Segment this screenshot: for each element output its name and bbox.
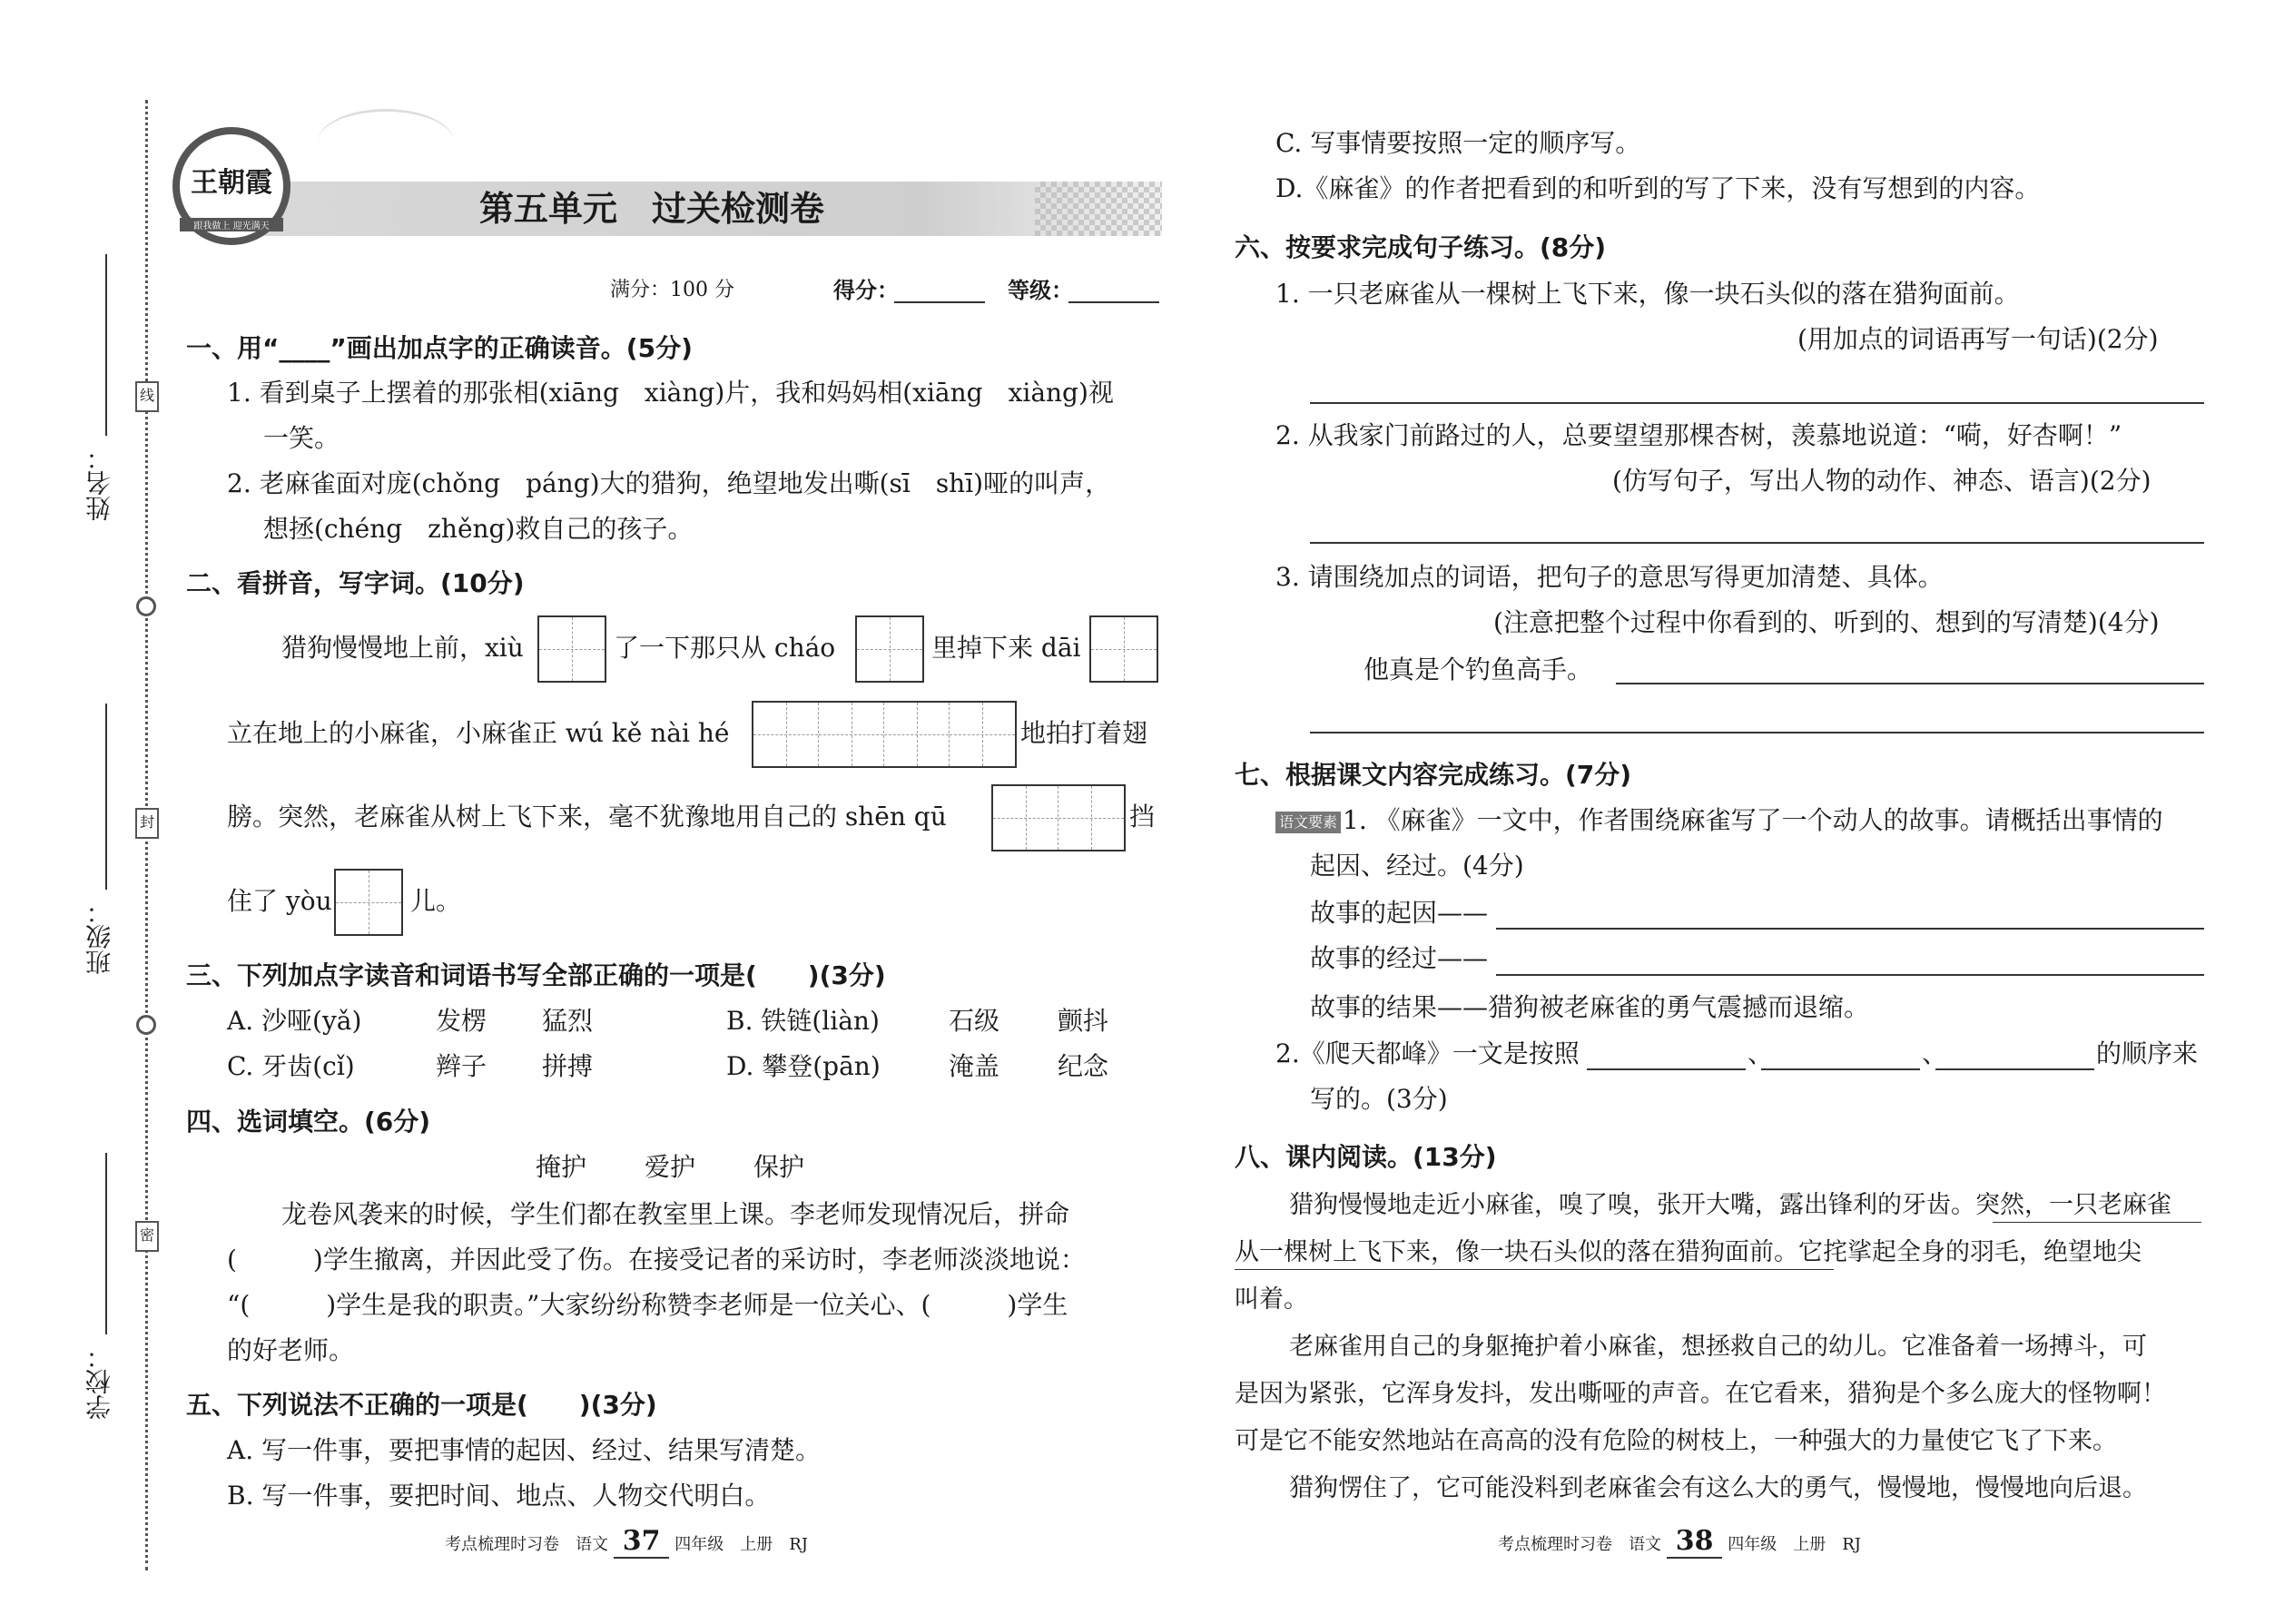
s7-q2-blank-1[interactable] [1587, 1068, 1746, 1070]
s3-option-c[interactable]: C. 牙齿(cǐ) [227, 1051, 355, 1081]
s6-q1-answer-line[interactable] [1310, 402, 2204, 404]
s8-underline-1 [1993, 1222, 2201, 1223]
logo-slogan: 跟我做上 迎光满天 [180, 218, 283, 231]
s6-q1-requirement: (用加点的词语再写一句话)(2分) [1797, 324, 2159, 354]
s7-q2-b: 、 [1748, 1038, 1774, 1068]
footer-right-grade: 四年级 上册 RJ [1728, 1535, 1861, 1554]
section-4-title: 四、选词填空。(6分) [186, 1107, 431, 1137]
footer-left-page: 37 [614, 1525, 670, 1559]
s7-q2-d: 的顺序来 [2096, 1038, 2199, 1068]
s6-q3-answer-line-2[interactable] [1310, 732, 2204, 733]
s1-q1-line1: 1. 看到桌子上摆着的那张相(xiāng xiàng)片，我和妈妈相(xiāng xiàng)视 [227, 378, 1114, 408]
write-box-xiu[interactable] [537, 615, 606, 683]
s6-q3-requirement: (注意把整个过程中你看到的、听到的、想到的写清楚)(4分) [1493, 607, 2160, 637]
s7-q1-line2: 起因、经过。(4分) [1310, 851, 1524, 881]
s5-option-d[interactable]: D.《麻雀》的作者把看到的和听到的写了下来，没有写想到的内容。 [1275, 173, 2041, 203]
s6-q3-answer-line-1[interactable] [1616, 683, 2204, 684]
s8-para1-line1: 猎狗慢慢地走近小麻雀，嗅了嗅，张开大嘴，露出锋利的牙齿。突然，一只老麻雀 [1289, 1191, 2171, 1219]
write-box-you[interactable] [334, 869, 403, 936]
s2-line1-c: 里掉下来 dāi [931, 633, 1081, 663]
s7-q1-text: 1. 《麻雀》一文中，作者围绕麻雀写了一个动人的故事。请概括出事情的 [1343, 805, 2163, 835]
s5-option-b[interactable]: B. 写一件事，要把时间、地点、人物交代明白。 [227, 1481, 771, 1511]
s1-q1-line2: 一笑。 [263, 423, 340, 453]
s7-q2-blank-2[interactable] [1761, 1068, 1920, 1070]
s3-a-1: A. 沙哑(yǎ) [227, 1006, 362, 1036]
seal-line: 线 [135, 381, 159, 412]
section-6-title: 六、按要求完成句子练习。(8分) [1235, 232, 1607, 262]
class-label: 班级： [84, 899, 114, 975]
s5-option-c[interactable]: C. 写事情要按照一定的顺序写。 [1275, 128, 1641, 158]
s4-para-line4: 的好老师。 [227, 1335, 355, 1365]
s2-line1-b: 了一下那只从 cháo [614, 633, 836, 663]
s6-q3-sentence: 他真是个钓鱼高手。 [1364, 655, 1593, 684]
s8-para1-line2: 从一棵树上飞下来，像一块石头似的落在猎狗面前。它挓挲起全身的羽毛，绝望地尖 [1235, 1238, 2141, 1266]
s7-element-tag: 语文要素 [1275, 812, 1341, 833]
footer-left-series: 考点梳理时习卷 语文 [445, 1535, 608, 1554]
logo-badge [172, 127, 290, 245]
s7-q1-line1 [1275, 804, 2163, 837]
s8-para2-line1: 老麻雀用自己的身躯掩护着小麻雀，想拯救自己的幼儿。它准备着一场搏斗，可 [1289, 1333, 2147, 1361]
s7-q2-c: 、 [1922, 1038, 1948, 1068]
s2-line1-a: 猎狗慢慢地上前，xiù [281, 633, 524, 663]
s4-word-2: 爱护 [645, 1152, 696, 1182]
score-blank[interactable] [894, 301, 985, 303]
write-box-shenqu[interactable] [991, 784, 1126, 851]
section-2-title: 二、看拼音，写字词。(10分) [186, 568, 525, 598]
footer-left-grade: 四年级 上册 RJ [674, 1535, 808, 1554]
s5-option-a[interactable]: A. 写一件事，要把事情的起因、经过、结果写清楚。 [227, 1435, 822, 1465]
school-line[interactable] [105, 1153, 107, 1334]
binding-ring-1 [136, 596, 156, 616]
name-line[interactable] [105, 254, 107, 436]
s3-d-3: 纪念 [1058, 1051, 1109, 1081]
section-7-title: 七、根据课文内容完成练习。(7分) [1235, 760, 1632, 790]
ribbon-decoration [318, 109, 454, 175]
seal-seal: 封 [135, 808, 159, 839]
s7-q2-e: 写的。(3分) [1310, 1084, 1448, 1114]
score-label: 得分： [833, 277, 899, 303]
s3-c-3: 拼搏 [542, 1051, 594, 1081]
footer-right-page: 38 [1667, 1525, 1723, 1559]
s7-q2-blank-3[interactable] [1935, 1068, 2094, 1070]
s6-q2-answer-line[interactable] [1310, 542, 2204, 544]
s7-cause-label: 故事的起因—— [1310, 898, 1489, 928]
section-3-title: 三、下列加点字读音和词语书写全部正确的一项是( )(3分) [186, 960, 886, 990]
logo-brand: 王朝霞 [191, 167, 272, 199]
s7-result: 故事的结果——猎狗被老麻雀的勇气震撼而退缩。 [1310, 992, 1870, 1022]
full-score: 满分：100 分 [610, 279, 734, 301]
s4-word-3: 保护 [753, 1152, 805, 1182]
s8-underline-2 [1235, 1269, 1834, 1270]
grade-blank[interactable] [1068, 301, 1159, 303]
s3-option-b[interactable]: B. 铁链(liàn) [726, 1006, 880, 1036]
page-title: 第五单元 过关检测卷 [479, 189, 825, 229]
s2-line2-a: 立在地上的小麻雀，小麻雀正 wú kě nài hé [227, 718, 730, 748]
s7-q2-a: 2.《爬天都峰》一文是按照 [1275, 1038, 1580, 1068]
section-8-title: 八、课内阅读。(13分) [1235, 1142, 1497, 1172]
s3-a-2: 发楞 [436, 1006, 487, 1036]
write-box-chao[interactable] [855, 615, 924, 683]
s1-q2-line2: 想拯(chéng zhěng)救自己的孩子。 [263, 514, 694, 544]
s3-b-2: 石级 [949, 1006, 1000, 1036]
write-box-wukenaihe[interactable] [752, 701, 1017, 768]
section-5-title: 五、下列说法不正确的一项是( )(3分) [186, 1390, 657, 1420]
section-1-title: 一、用“____”画出加点字的正确读音。(5分) [186, 333, 693, 363]
banner-check-pattern [1035, 182, 1162, 236]
footer-left [445, 1525, 808, 1557]
s4-para-line2: ( )学生撤离，并因此受了伤。在接受记者的采访时，李老师淡淡地说： [227, 1245, 1086, 1275]
write-box-dai[interactable] [1089, 615, 1158, 683]
s8-para2-line2: 是因为紧张，它浑身发抖，发出嘶哑的声音。在它看来，猎狗是个多么庞大的怪物啊！ [1235, 1380, 2166, 1408]
s6-q2: 2. 从我家门前路过的人，总要望望那棵杏树，羡慕地说道：“嗬，好杏啊！” [1275, 420, 2122, 450]
s4-para-line1: 龙卷风袭来的时候，学生们都在教室里上课。李老师发现情况后，拼命 [281, 1199, 1070, 1229]
s3-option-a[interactable] [227, 1005, 361, 1038]
s8-para1-line3: 叫着。 [1235, 1285, 1308, 1314]
school-label: 学校： [84, 1343, 114, 1420]
s6-q1: 1. 一只老麻雀从一棵树上飞下来，像一块石头似的落在猎狗面前。 [1275, 279, 2020, 309]
s3-d-2: 淹盖 [949, 1051, 1000, 1081]
s2-line3-b: 挡 [1129, 802, 1156, 832]
footer-right-series: 考点梳理时习卷 语文 [1498, 1535, 1661, 1554]
s6-q2-requirement: (仿写句子，写出人物的动作、神态、语言)(2分) [1612, 466, 2151, 496]
s3-a-3: 猛烈 [542, 1006, 594, 1036]
s4-para-line3: “( )学生是我的职责。”大家纷纷称赞李老师是一位关心、( )学生 [227, 1290, 1068, 1320]
name-label: 姓名： [84, 445, 114, 521]
s7-process-label: 故事的经过—— [1310, 943, 1489, 973]
s2-line4-b: 儿。 [410, 886, 462, 916]
s2-line2-b: 地拍打着翅 [1020, 718, 1148, 748]
footer-right [1498, 1525, 1861, 1557]
s3-option-d[interactable]: D. 攀登(pān) [726, 1051, 881, 1081]
s2-line3-a: 膀。突然，老麻雀从树上飞下来，毫不犹豫地用自己的 shēn qū [227, 802, 947, 832]
s3-c-2: 辫子 [436, 1051, 487, 1081]
s8-para3: 猎狗愣住了，它可能没料到老麻雀会有这么大的勇气，慢慢地，慢慢地向后退。 [1289, 1474, 2147, 1502]
class-line[interactable] [105, 704, 107, 890]
s8-para2-line3: 可是它不能安然地站在高高的没有危险的树枝上，一种强大的力量使它飞了下来。 [1235, 1427, 2117, 1455]
s7-process-line[interactable] [1496, 974, 2204, 976]
grade-label: 等级： [1008, 277, 1073, 303]
s6-q3: 3. 请围绕加点的词语，把句子的意思写得更加清楚、具体。 [1275, 562, 1944, 592]
seal-secret: 密 [135, 1221, 159, 1252]
s3-b-3: 颤抖 [1058, 1006, 1109, 1036]
s4-word-1: 掩护 [536, 1152, 587, 1182]
s2-line4-a: 住了 yòu [227, 886, 332, 916]
binding-ring-2 [136, 1015, 156, 1035]
s1-q2-line1: 2. 老麻雀面对庞(chǒng páng)大的猎狗，绝望地发出嘶(sī shī)哑的叫声， [227, 468, 1111, 498]
s7-cause-line[interactable] [1496, 928, 2204, 930]
